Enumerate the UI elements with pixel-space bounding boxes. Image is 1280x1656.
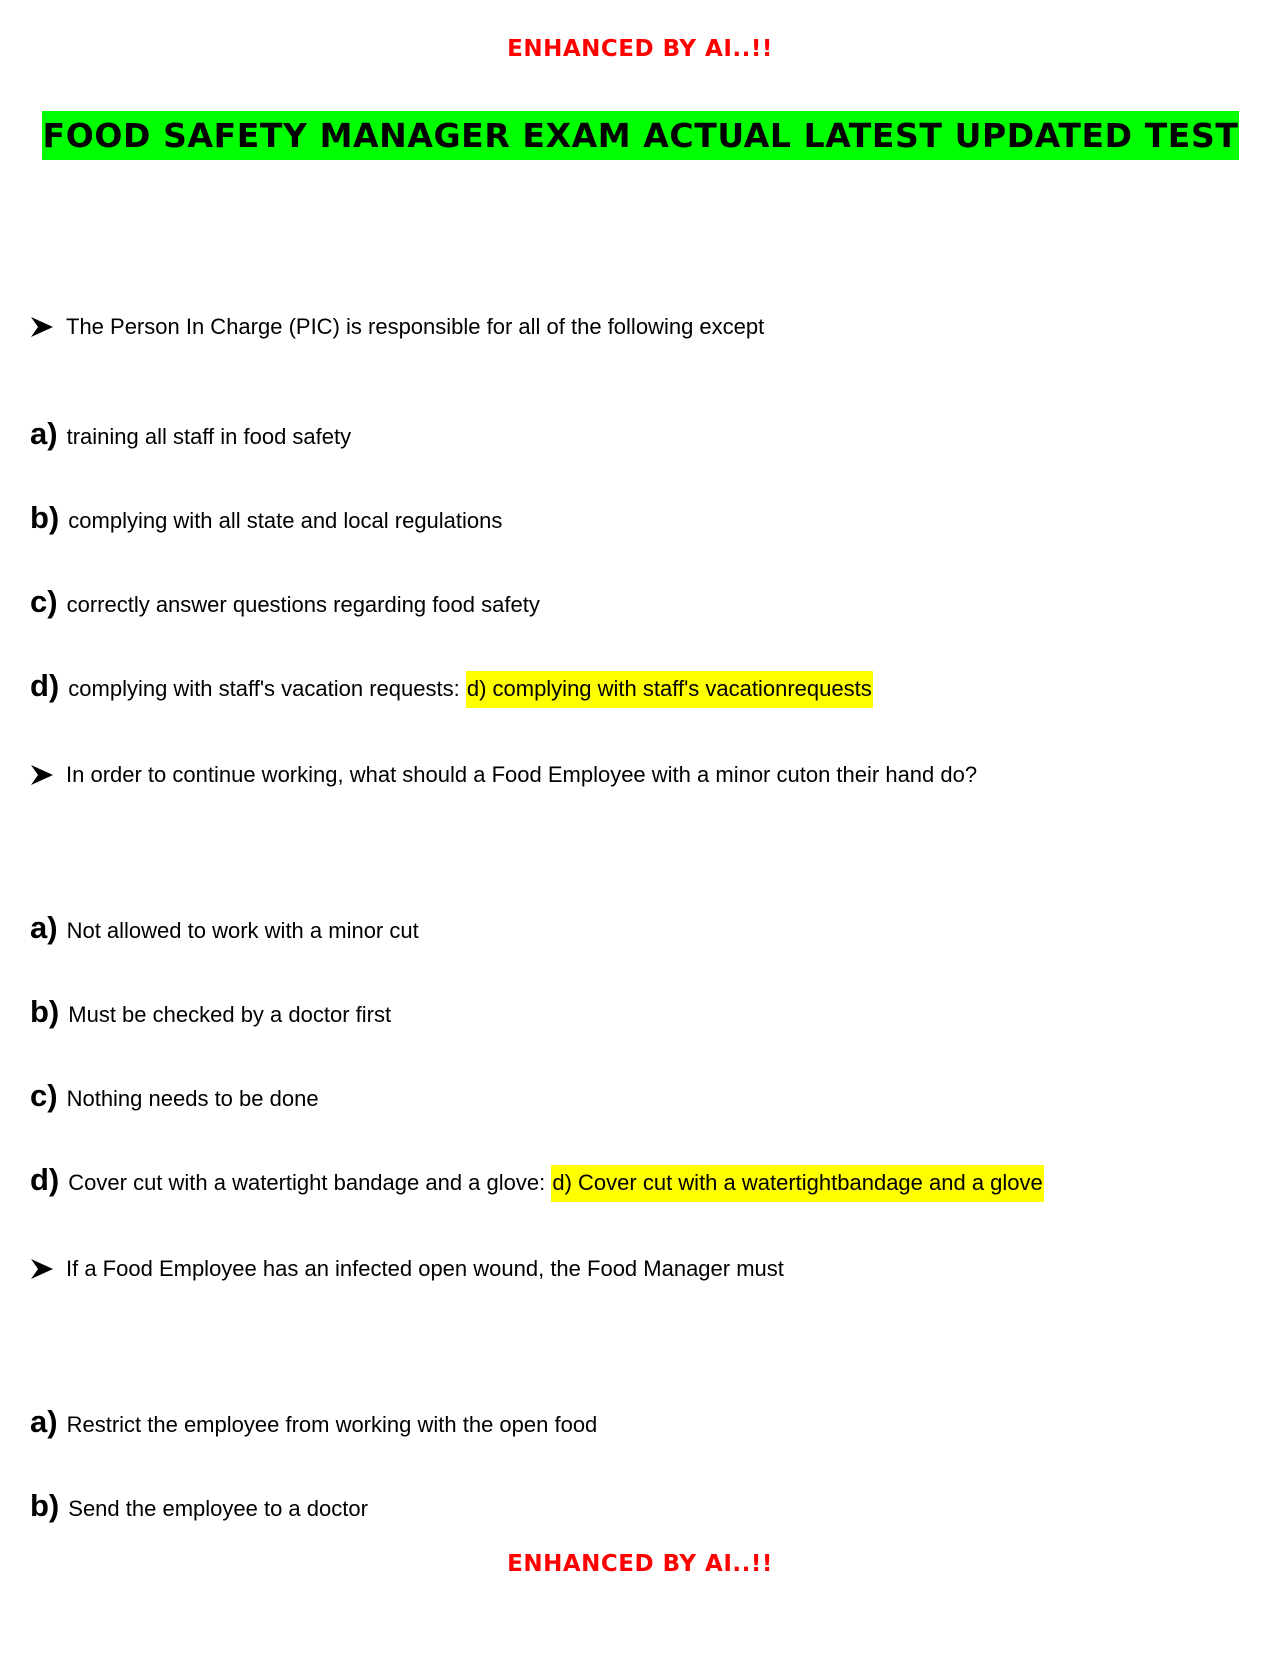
- option-2d: [30, 1162, 1044, 1198]
- option-letter: a): [30, 1404, 58, 1439]
- question-text: If a Food Employee has an infected open wound, the Food Manager must: [66, 1256, 784, 1282]
- option-letter: b): [30, 994, 60, 1029]
- option-text: Must be checked by a doctor first: [68, 1002, 392, 1027]
- option-2b: [30, 994, 391, 1030]
- question-text: In order to continue working, what should a Food Employee with a minor cuton their hand do?: [66, 762, 978, 788]
- option-text: Restrict the employee from working with the open food: [66, 1412, 598, 1437]
- footer-banner: ENHANCED BY AI..!!: [507, 1551, 773, 1577]
- option-text: Cover cut with a watertight bandage and a glove:: [68, 1170, 546, 1195]
- option-letter: a): [30, 416, 58, 451]
- option-letter: d): [30, 1162, 60, 1197]
- arrow-bullet-icon: [30, 1258, 66, 1280]
- option-1a: [30, 416, 351, 452]
- header-banner: ENHANCED BY AI..!!: [507, 36, 773, 62]
- highlighted-answer: d) complying with staff's vacationrequests: [466, 671, 873, 708]
- option-letter: b): [30, 1488, 60, 1523]
- option-3b: [30, 1488, 368, 1524]
- option-text: correctly answer questions regarding food safety: [66, 592, 540, 617]
- question-1: [30, 313, 764, 340]
- question-2: [30, 761, 977, 788]
- highlighted-answer: d) Cover cut with a watertightbandage and a glove: [551, 1165, 1043, 1202]
- option-2a: [30, 910, 419, 946]
- question-text: The Person In Charge (PIC) is responsible for all of the following except: [66, 314, 765, 340]
- question-3: [30, 1255, 784, 1282]
- option-letter: c): [30, 584, 58, 619]
- option-text: training all staff in food safety: [66, 424, 352, 449]
- option-text: complying with staff's vacation requests:: [68, 676, 460, 701]
- page-title: FOOD SAFETY MANAGER EXAM ACTUAL LATEST UPDATED TEST: [42, 116, 1239, 155]
- option-1b: [30, 500, 502, 536]
- option-letter: a): [30, 910, 58, 945]
- title-bar: [42, 111, 1239, 160]
- option-text: Not allowed to work with a minor cut: [66, 918, 419, 943]
- option-letter: c): [30, 1078, 58, 1113]
- option-letter: b): [30, 500, 60, 535]
- arrow-bullet-icon: [30, 764, 66, 786]
- option-2c: [30, 1078, 319, 1114]
- option-letter: d): [30, 668, 60, 703]
- option-text: Send the employee to a doctor: [68, 1496, 368, 1521]
- option-text: complying with all state and local regulations: [68, 508, 503, 533]
- option-text: Nothing needs to be done: [66, 1086, 319, 1111]
- arrow-bullet-icon: [30, 316, 66, 338]
- option-1d: [30, 668, 873, 704]
- option-1c: [30, 584, 540, 620]
- option-3a: [30, 1404, 597, 1440]
